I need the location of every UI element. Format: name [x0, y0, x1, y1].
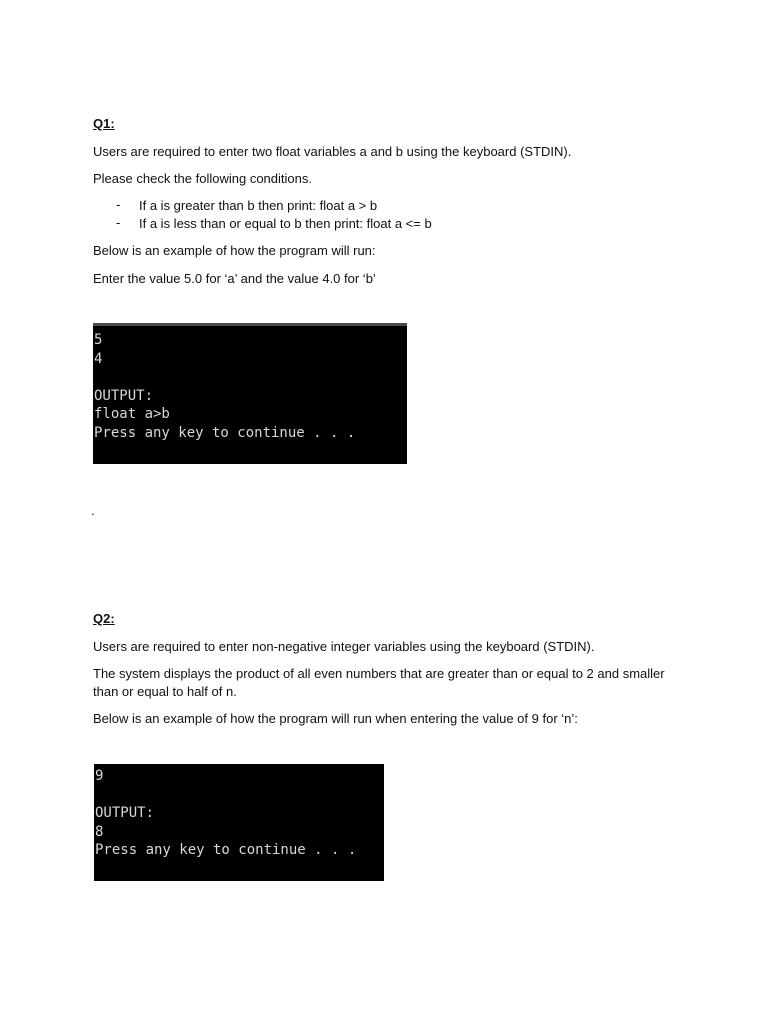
q2-example-intro: Below is an example of how the program will run when entering the value of 9 for ‘n’: [93, 711, 578, 726]
q1-condition-2: If a is less than or equal to b then print: float a <= b [139, 216, 432, 231]
q1-example-intro: Below is an example of how the program will run: [93, 243, 376, 258]
console-line: OUTPUT: [94, 387, 154, 404]
q1-heading: Q1: [93, 116, 115, 131]
q1-intro: Users are required to enter two float variables a and b using the keyboard (STDIN). [93, 144, 572, 159]
console-line: 4 [94, 350, 103, 367]
bullet-dash: - [116, 197, 121, 212]
console-line [94, 368, 407, 387]
separator-dot: . [91, 503, 95, 518]
console-line: 9 [95, 768, 104, 784]
q1-check-text: Please check the following conditions. [93, 171, 312, 186]
console-line: 5 [94, 332, 103, 348]
console-line: OUTPUT: [95, 805, 155, 821]
console-line [95, 786, 384, 805]
q2-intro: Users are required to enter non-negative integer variables using the keyboard (STDIN). [93, 639, 595, 654]
q1-condition-1: If a is greater than b then print: float a > b [139, 198, 378, 213]
q2-heading: Q2: [93, 611, 115, 626]
console-line: float a>b [94, 406, 170, 422]
q2-description: The system displays the product of all even numbers that are greater than or equal to 2 and smaller than or equal to half of n. [93, 666, 665, 699]
console-line: Press any key to continue . . . [95, 842, 357, 858]
q1-example-values: Enter the value 5.0 for ‘a’ and the value 4.0 for ‘b’ [93, 271, 376, 286]
console-line: 8 [95, 823, 104, 840]
bullet-dash: - [116, 215, 121, 230]
q1-console-output [93, 323, 407, 464]
console-line: Press any key to continue . . . [94, 424, 356, 441]
q2-console-output [94, 764, 384, 881]
